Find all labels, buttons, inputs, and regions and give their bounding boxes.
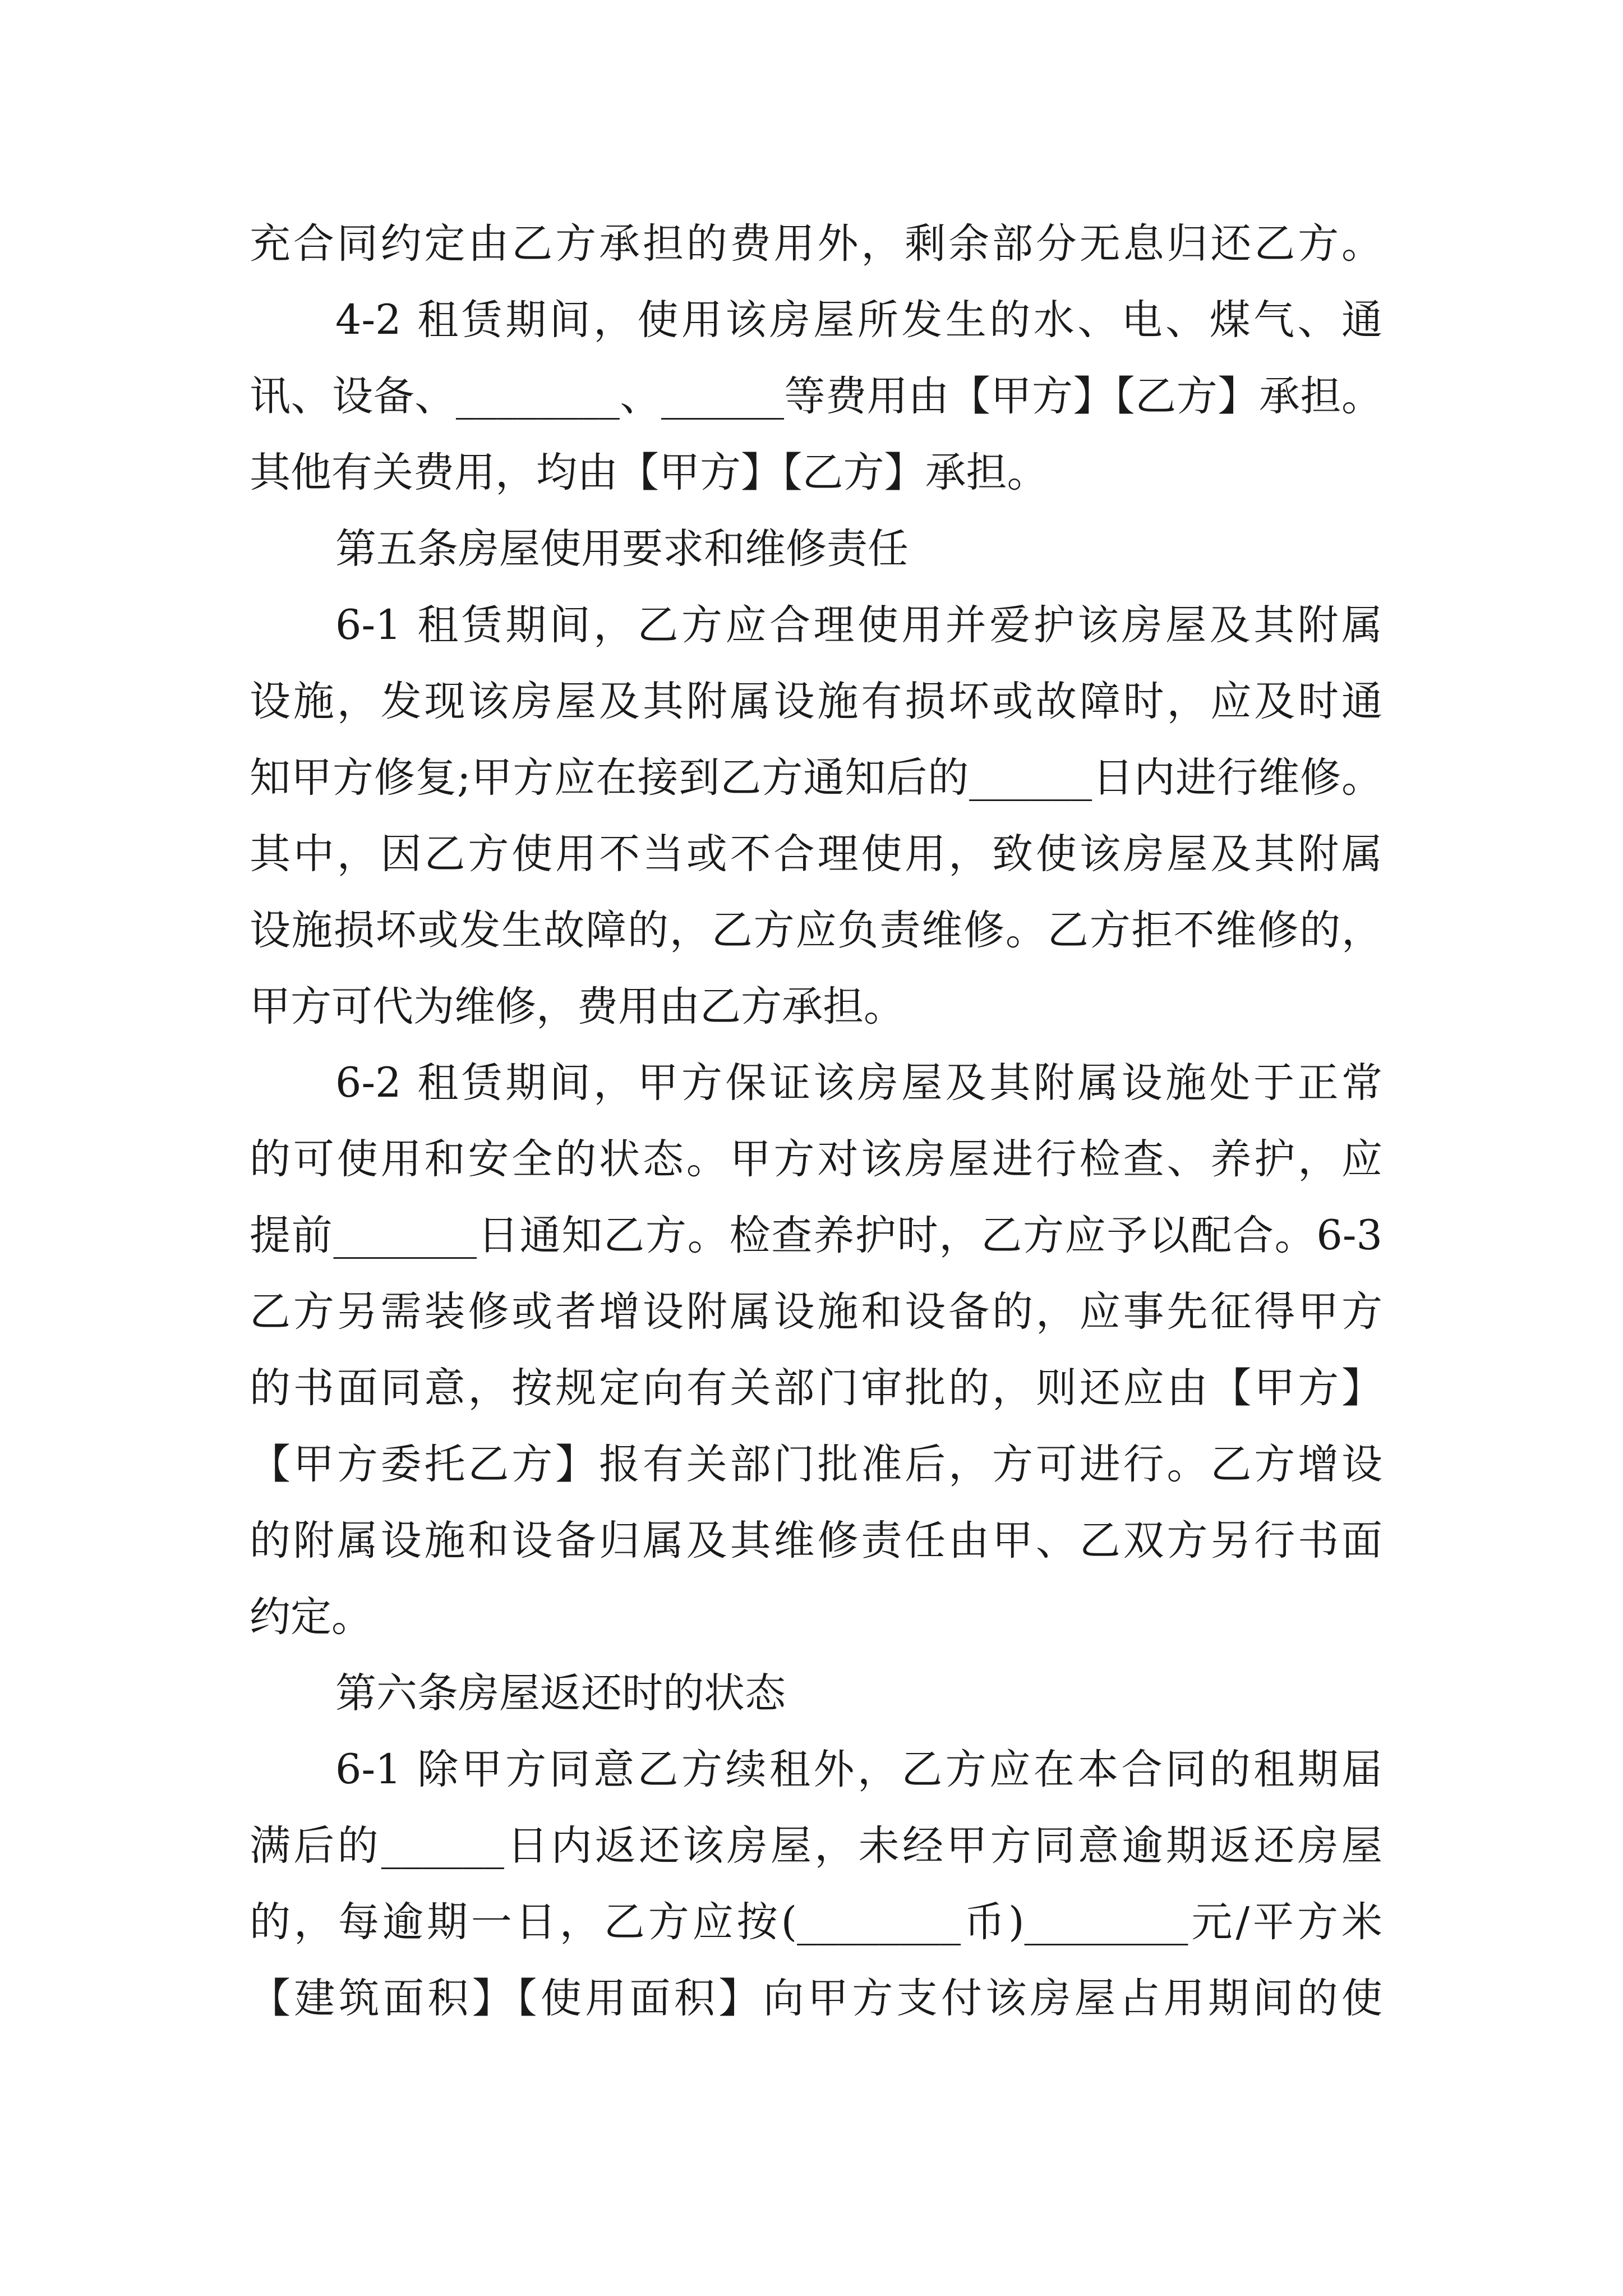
text-line: 的附属设施和设备归属及其维修责任由甲、乙双方另行书面 [250, 1517, 1382, 1565]
text-line: 的，每逾期一日，乙方应按(________币)________元/平方米 [250, 1898, 1382, 1946]
text-line: 6-1 租赁期间，乙方应合理使用并爱护该房屋及其附属 [335, 601, 1382, 649]
text-line: 提前_______日通知乙方。检查养护时，乙方应予以配合。6-3 [250, 1212, 1382, 1259]
text-line: 6-1 除甲方同意乙方续租外，乙方应在本合同的租期届 [335, 1746, 1382, 1793]
text-line: 的书面同意，按规定向有关部门审批的，则还应由【甲方】 [250, 1364, 1382, 1412]
text-line: 4-2 租赁期间，使用该房屋所发生的水、电、煤气、通 [335, 296, 1382, 344]
text-line: 讯、设备、________、______等费用由【甲方】【乙方】承担。 [250, 372, 1382, 420]
text-line: 的可使用和安全的状态。甲方对该房屋进行检查、养护，应 [250, 1135, 1382, 1183]
text-line: 甲方可代为维修，费用由乙方承担。 [250, 983, 905, 1030]
text-line: 乙方另需装修或者增设附属设施和设备的，应事先征得甲方 [250, 1288, 1382, 1336]
text-line: 知甲方修复;甲方应在接到乙方通知后的______日内进行维修。 [250, 754, 1382, 802]
text-line: 设施损坏或发生故障的，乙方应负责维修。乙方拒不维修的， [250, 907, 1382, 954]
text-line: 满后的______日内返还该房屋，未经甲方同意逾期返还房屋 [250, 1822, 1382, 1870]
text-line: 充合同约定由乙方承担的费用外，剩余部分无息归还乙方。 [250, 220, 1382, 268]
section-heading: 第六条房屋返还时的状态 [335, 1669, 786, 1717]
text-line: 约定。 [250, 1593, 372, 1641]
section-heading: 第五条房屋使用要求和维修责任 [335, 525, 909, 573]
text-line: 其中，因乙方使用不当或不合理使用，致使该房屋及其附属 [250, 830, 1382, 878]
text-line: 【建筑面积】【使用面积】向甲方支付该房屋占用期间的使 [250, 1975, 1382, 2022]
text-line: 其他有关费用，均由【甲方】【乙方】承担。 [250, 449, 1048, 496]
text-line: 6-2 租赁期间，甲方保证该房屋及其附属设施处于正常 [335, 1059, 1382, 1107]
text-line: 【甲方委托乙方】报有关部门批准后，方可进行。乙方增设 [250, 1441, 1382, 1488]
text-line: 设施，发现该房屋及其附属设施有损坏或故障时，应及时通 [250, 678, 1382, 725]
